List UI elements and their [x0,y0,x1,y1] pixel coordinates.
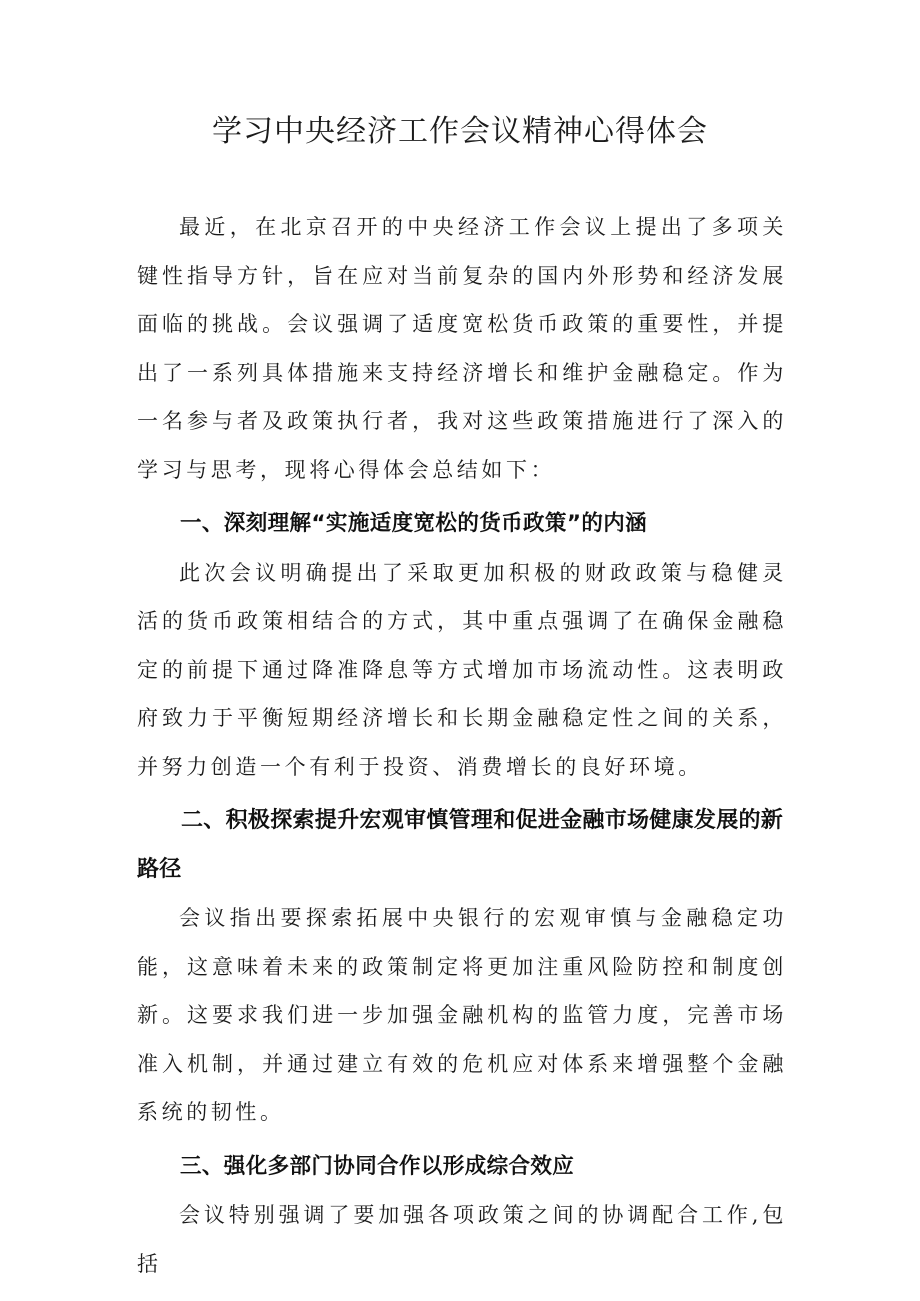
section-1-paragraph: 此次会议明确提出了采取更加积极的财政政策与稳健灵活的货币政策相结合的方式，其中重点强调了在确保金融稳定的前提下通过降准降息等方式增加市场流动性。这表明政府致力于平衡短期经济增长和长期金融稳定性之间的关系，并努力创造一个有利于投资、消费增长的良好环境。 [137,560,787,779]
intro-paragraph: 最近，在北京召开的中央经济工作会议上提出了多项关键性指导方针，旨在应对当前复杂的国内外形势和经济发展面临的挑战。会议强调了适度宽松货币政策的重要性，并提出了一系列具体措施来支持经济增长和维护金融稳定。作为一名参与者及政策执行者，我对这些政策措施进行了深入的学习与思考，现将心得体会总结如下： [137,215,787,482]
document-title: 学习中央经济工作会议精神心得体会 [212,114,708,149]
section-2-paragraph: 会议指出要探索拓展中央银行的宏观审慎与金融稳定功能，这意味着未来的政策制定将更加注重风险防控和制度创新。这要求我们进一步加强金融机构的监管力度，完善市场准入机制，并通过建立有效的危机应对体系来增强整个金融系统的韧性。 [137,906,787,1124]
section-3-heading: 三、强化多部门协同合作以形成综合效应 [180,1153,575,1179]
document-body [137,203,787,1288]
section-2-heading: 二、积极探索提升宏观审慎管理和促进金融市场健康发展的新路径 [137,808,784,882]
section-1-heading: 一、深刻理解“实施适度宽松的货币政策”的内涵 [180,511,648,536]
section-3-paragraph: 会议特别强调了要加强各项政策之间的协调配合工作,包括 [137,1203,787,1276]
